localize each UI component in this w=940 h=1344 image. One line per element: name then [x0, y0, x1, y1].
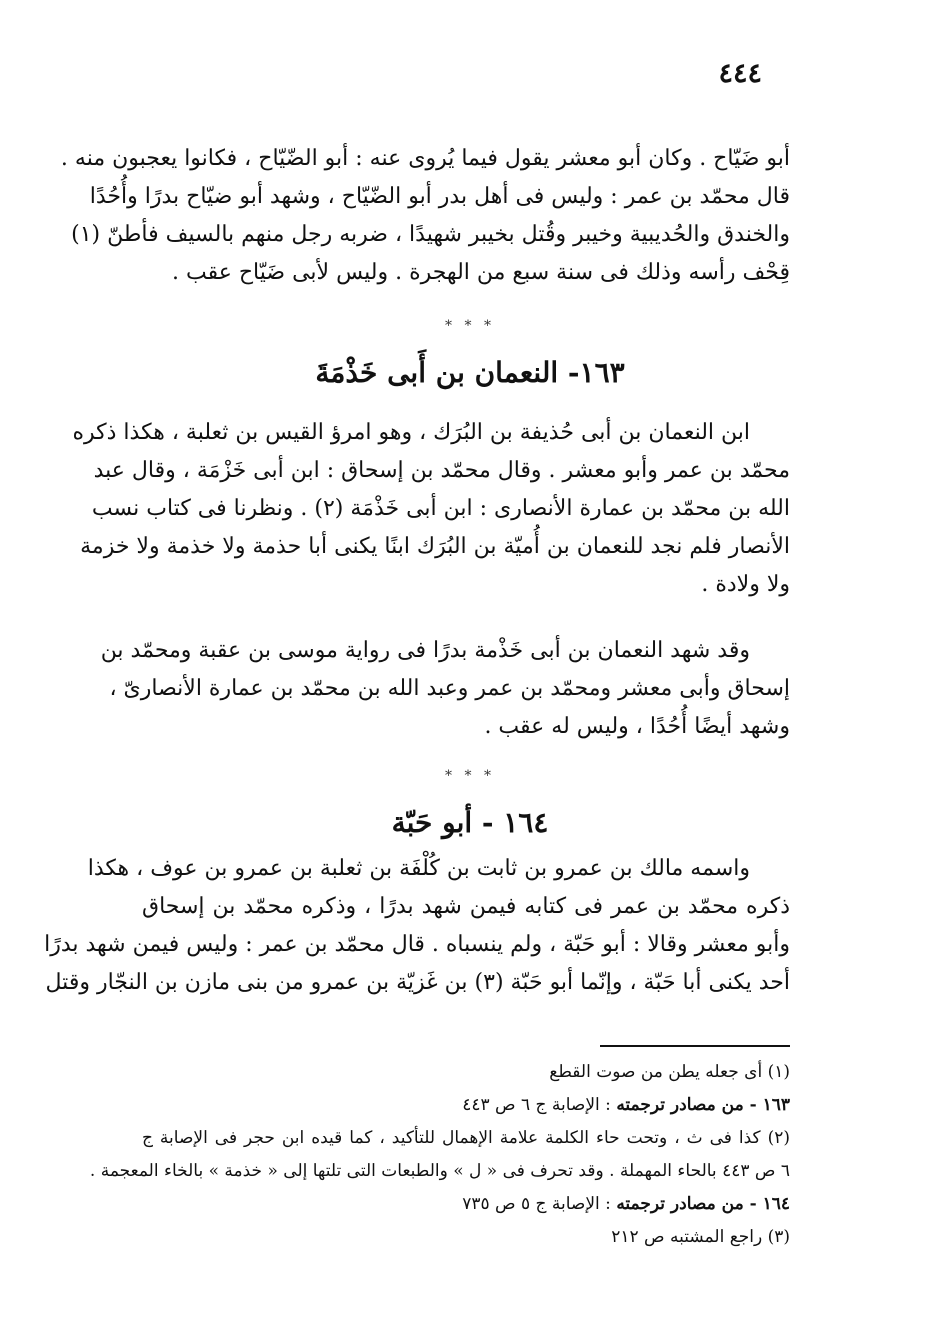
- entry-164-heading: ١٦٤ - أبو حَبّة: [391, 806, 549, 839]
- text-line: والخندق والحُديبية وخيبر وقُتل بخيبر شهيدًا ، ضربه رجل منهم بالسيف فأطنّ (١): [71, 222, 790, 247]
- entry-163-paragraph-1: [72, 414, 790, 604]
- footnote-3: (٣) راجع المشتبه ص ٢١٢: [611, 1227, 790, 1247]
- text-line: قال محمّد بن عمر : وليس فى أهل بدر أبو الضّيّاح ، وشهد أبو ضيّاح بدرًا وأُحُدًا: [89, 184, 790, 209]
- text-line: قِحْف رأسه وذلك فى سنة سبع من الهجرة . وليس لأبى ضَيّاح عقب .: [172, 260, 790, 285]
- entry-163-paragraph-2: [100, 632, 790, 746]
- sources-163-label: ١٦٣ - من مصادر ترجمته: [616, 1095, 790, 1115]
- sources-164: [142, 1188, 790, 1221]
- sources-164-text: : الإصابة ج ٥ ص ٧٣٥: [462, 1194, 617, 1214]
- text-line: أبو ضَيّاح . وكان أبو معشر يقول فيما يُروى عنه : أبو الضّيّاح ، فكانوا يعجبون منه .: [60, 146, 790, 171]
- sources-164-label: ١٦٤ - من مصادر ترجمته: [616, 1194, 790, 1214]
- entry-163-heading: ١٦٣- النعمان بن أَبى خَذْمَةَ: [315, 356, 625, 389]
- footnotes: [89, 1056, 790, 1254]
- sources-163: [142, 1089, 790, 1122]
- footnote-2-line-1: (٢) كذا فى ث ، وتحت حاء الكلمة علامة الإهمال للتأكيد ، كما قيده ابن حجر فى الإصابة ج: [142, 1128, 790, 1148]
- entry-162-tail: [60, 140, 790, 292]
- text-line: وشهد أيضًا أُحُدًا ، وليس له عقب .: [484, 714, 790, 739]
- section-separator: * * *: [445, 318, 495, 334]
- entry-164-paragraph: [44, 850, 790, 1002]
- text-line: محمّد بن عمر وأبو معشر . وقال محمّد بن إسحاق : ابن أبى خَزْمَة ، وقال عبد: [93, 458, 790, 483]
- text-line: وأبو معشر وقالا : أبو حَبّة ، ولم ينسباه . قال محمّد بن عمر : وليس فيمن شهد بدرًا: [44, 932, 790, 957]
- text-line: الله بن محمّد بن عمارة الأنصارى : ابن أبى خَذْمَة (٢) . ونظرنا فى كتاب نسب: [91, 496, 790, 521]
- footnote-2-line-2: ٦ ص ٤٤٣ بالحاء المهملة . وقد تحرف فى « ل » والطبعات التى تلتها إلى « خذمة » بالخاء المعجمة .: [89, 1161, 790, 1181]
- text-line: إسحاق وأبى معشر ومحمّد بن عمر وعبد الله بن محمّد بن عمارة الأنصارىّ ،: [109, 676, 790, 701]
- text-line: واسمه مالك بن عمرو بن ثابت بن كُلْفَة بن ثعلبة بن عمرو بن عوف ، هكذا: [87, 856, 750, 881]
- text-line: وقد شهد النعمان بن أبى خَذْمة بدرًا فى رواية موسى بن عقبة ومحمّد بن: [100, 638, 750, 663]
- text-line: ولا ولادة .: [701, 572, 790, 597]
- footnote-divider: [600, 1045, 790, 1047]
- text-line: أحد يكنى أبا حَبّة ، وإنّما أبو حَبّة (٣) بن غَزيّة بن عمرو من بنى مازن بن النجّار وقتل: [45, 970, 790, 995]
- text-line: ابن النعمان بن أبى حُذيفة بن البُرَك ، وهو امرؤ القيس بن ثعلبة ، هكذا ذكره: [72, 420, 750, 445]
- page-number: ٤٤٤: [718, 58, 762, 89]
- text-line: ذكره محمّد بن عمر فى كتابه فيمن شهد بدرًا ، وذكره محمّد بن إسحاق: [142, 894, 790, 919]
- text-line: الأنصار فلم نجد للنعمان بن أُميّة بن البُرَك ابنًا يكنى أبا حذمة ولا خذمة ولا خزمة: [80, 534, 790, 559]
- section-separator: * * *: [445, 768, 495, 784]
- footnote-1: (١) أى جعله يطن من صوت القطع: [549, 1062, 790, 1082]
- sources-163-text: : الإصابة ج ٦ ص ٤٤٣: [462, 1095, 617, 1115]
